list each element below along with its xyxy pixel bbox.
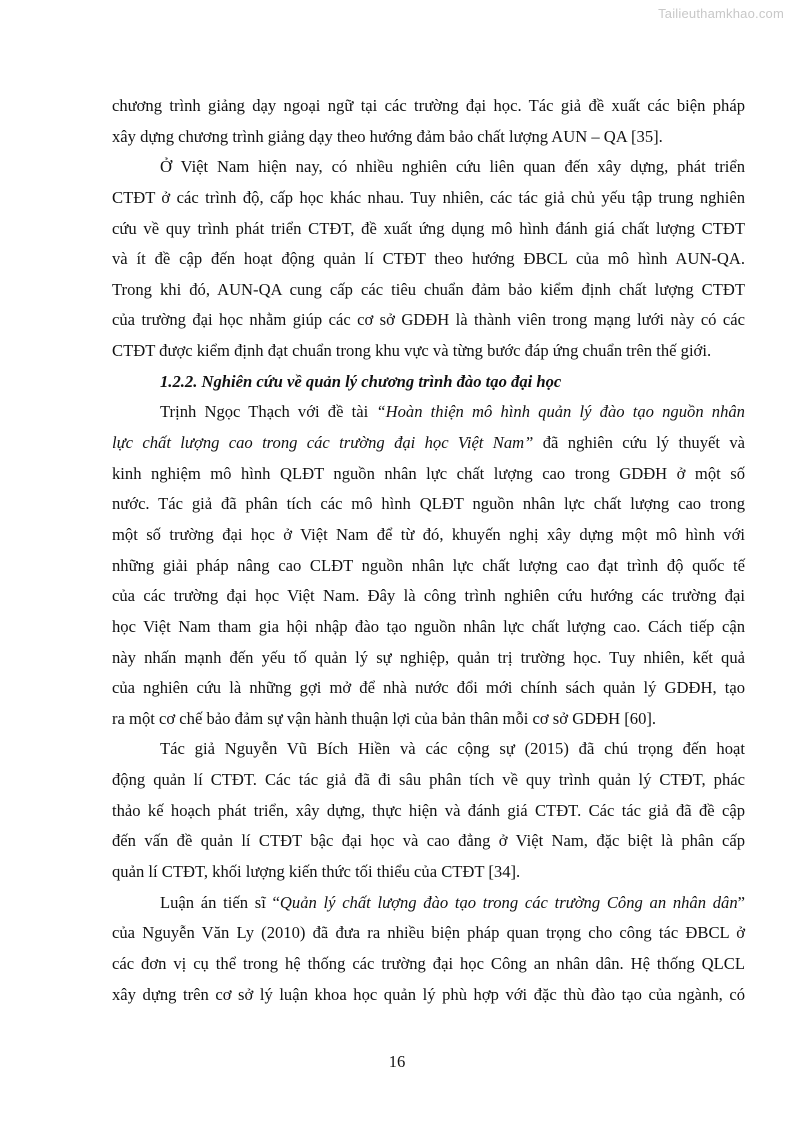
text-line: quản lí CTĐT, khối lượng kiến thức tối thiểu của CTĐT [34].	[112, 862, 521, 882]
text-line: xây dựng trên cơ sở lý luận khoa học quản lý phù hợp với đặc thù đào tạo của ngành, có	[112, 984, 745, 1004]
text-line: xây dựng chương trình giảng dạy theo hướng đảm bảo chất lượng AUN – QA [35].	[112, 126, 663, 146]
text-run: Trịnh Ngọc Thạch với đề tài	[160, 402, 377, 422]
text-line: này nhấn mạnh đến yếu tố quản lý sự nghiệp, quản trị trường học. Tuy nhiên, kết quả	[112, 647, 745, 667]
text-line: những giải pháp nâng cao CLĐT nguồn nhân lực chất lượng cao đạt trình độ quốc tế	[112, 555, 745, 575]
text-line: Ở Việt Nam hiện nay, có nhiều nghiên cứu liên quan đến xây dựng, phát triển	[160, 157, 745, 177]
text-line: cứu về quy trình phát triển CTĐT, đề xuất ứng dụng mô hình đánh giá chất lượng CTĐT	[112, 218, 745, 238]
text-line: của Nguyễn Văn Ly (2010) đã đưa ra nhiều biện pháp quan trọng cho công tác ĐBCL ở	[112, 923, 745, 943]
text-line: của trường đại học nhằm giúp các cơ sở GDĐH là thành viên trong mạng lưới này có các	[112, 310, 745, 330]
text-line: của nghiên cứu là những gợi mở để nhà nước đổi mới chính sách quản lý GDĐH, tạo	[112, 678, 745, 698]
text-line: thảo kế hoạch phát triển, xây dựng, thực hiện và đánh giá CTĐT. Các tác giả đã đề cập	[112, 800, 745, 820]
italic-title: lực chất lượng cao trong các trường đại học Việt Nam”	[112, 433, 534, 453]
watermark: Tailieuthamkhao.com	[658, 6, 784, 21]
page-number: 16	[388, 1052, 406, 1071]
text-line: chương trình giảng dạy ngoại ngữ tại các trường đại học. Tác giả đề xuất các biện pháp	[112, 96, 745, 115]
text-line	[112, 428, 745, 459]
text-line: kinh nghiệm mô hình QLĐT nguồn nhân lực chất lượng cao trong GDĐH ở một số	[112, 463, 745, 483]
italic-title: Quản lý chất lượng đào tạo trong các trường Công an nhân dân	[279, 892, 738, 912]
text-line: động quản lí CTĐT. Các tác giả đã đi sâu phân tích về quy trình quản lý CTĐT, phác	[112, 770, 745, 790]
text-line	[112, 397, 745, 428]
text-line: nước. Tác giả đã phân tích các mô hình QLĐT nguồn nhân lực chất lượng cao trong	[112, 494, 745, 514]
text-line: đến vấn đề quản lí CTĐT bậc đại học và cao đẳng ở Việt Nam, đặc biệt là phân cấp	[112, 831, 745, 851]
text-line: CTĐT ở các trình độ, cấp học khác nhau. Tuy nhiên, các tác giả chủ yếu tập trung nghiên	[112, 187, 745, 207]
document-body	[112, 91, 745, 1010]
italic-title: “Hoàn thiện mô hình quản lý đào tạo nguồn nhân	[376, 402, 745, 422]
text-line: CTĐT được kiểm định đạt chuẩn trong khu vực và từng bước đáp ứng chuẩn trên thế giới.	[112, 341, 712, 361]
text-run: đã nghiên cứu lý thuyết và	[533, 433, 745, 453]
section-heading: 1.2.2. Nghiên cứu về quản lý chương trình đào tạo đại học	[160, 371, 562, 391]
text-line	[112, 888, 745, 919]
text-line: và ít đề cập đến hoạt động quản lí CTĐT theo hướng ĐBCL của mô hình AUN-QA.	[112, 249, 745, 269]
text-line: ra một cơ chế bảo đảm sự vận hành thuận lợi của bản thân mỗi cơ sở GDĐH [60].	[112, 708, 657, 728]
text-line: học Việt Nam tham gia hội nhập đào tạo nguồn nhân lực chất lượng cao. Cách tiếp cận	[112, 616, 745, 636]
text-run: ”	[737, 892, 745, 912]
text-line: một số trường đại học ở Việt Nam để từ đó, khuyến nghị xây dựng một mô hình với	[112, 524, 745, 544]
text-line: Tác giả Nguyễn Vũ Bích Hiền và các cộng sự (2015) đã chú trọng đến hoạt	[160, 739, 745, 759]
text-line: Trong khi đó, AUN-QA cung cấp các tiêu chuẩn đảm bảo kiểm định chất lượng CTĐT	[112, 279, 745, 299]
text-run: Luận án tiến sĩ “	[160, 892, 280, 912]
text-line: các đơn vị cụ thể trong hệ thống các trường đại học Công an nhân dân. Hệ thống QLCL	[112, 953, 745, 973]
text-line: của các trường đại học Việt Nam. Đây là công trình nghiên cứu hướng các trường đại	[112, 586, 745, 606]
